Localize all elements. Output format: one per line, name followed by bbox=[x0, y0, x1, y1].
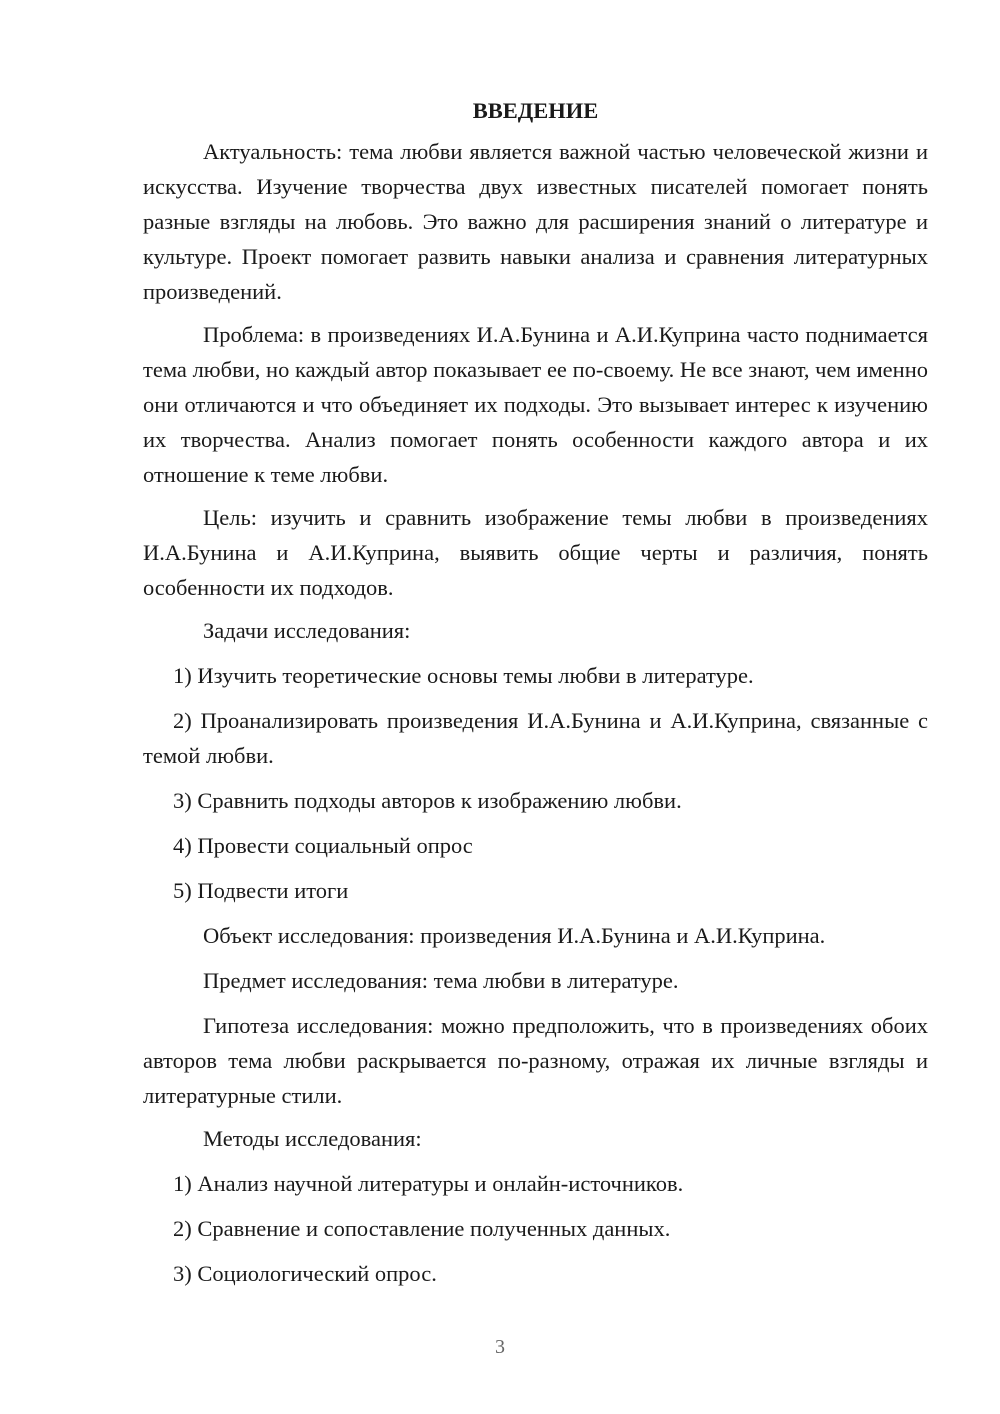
page-content bbox=[143, 96, 928, 1301]
tasks-heading: Задачи исследования: bbox=[203, 618, 411, 643]
paragraph-relevance: Актуальность: тема любви является важной частью человеческой жизни и искусства. Изучение творчества двух известных писателей помогает понять разные взгляды на любовь. Это важно для расширения знаний о литературе и культуре. Проект помогает развить навыки анализа и сравнения литературных произведений. bbox=[143, 139, 928, 304]
method-item-2: 2) Сравнение и сопоставление полученных данных. bbox=[173, 1216, 671, 1241]
page-title: ВВЕДЕНИЕ bbox=[472, 98, 599, 123]
task-item-1: 1) Изучить теоретические основы темы любви в литературе. bbox=[173, 663, 754, 688]
research-hypothesis: Гипотеза исследования: можно предположить, что в произведениях обоих авторов тема любви раскрывается по-разному, отражая их личные взгляды и литературные стили. bbox=[143, 1013, 928, 1108]
task-item-3: 3) Сравнить подходы авторов к изображению любви. bbox=[173, 788, 682, 813]
methods-heading: Методы исследования: bbox=[203, 1126, 422, 1151]
page-number: 3 bbox=[495, 1336, 505, 1358]
paragraph-goal: Цель: изучить и сравнить изображение темы любви в произведениях И.А.Бунина и А.И.Куприна, выявить общие черты и различия, понять особенности их подходов. bbox=[143, 505, 928, 600]
method-item-1: 1) Анализ научной литературы и онлайн-источников. bbox=[173, 1171, 684, 1196]
research-subject: Предмет исследования: тема любви в литературе. bbox=[203, 968, 679, 993]
task-item-2: 2) Проанализировать произведения И.А.Бунина и А.И.Куприна, связанные с темой любви. bbox=[143, 708, 928, 768]
research-object: Объект исследования: произведения И.А.Бунина и А.И.Куприна. bbox=[203, 923, 826, 948]
task-item-4: 4) Провести социальный опрос bbox=[173, 833, 473, 858]
paragraph-problem: Проблема: в произведениях И.А.Бунина и А.И.Куприна часто поднимается тема любви, но каждый автор показывает ее по-своему. Не все знают, чем именно они отличаются и что объединяет их подходы. Это вызывает интерес к изучению их творчества. Анализ помогает понять особенности каждого автора и их отношение к теме любви. bbox=[143, 322, 928, 487]
method-item-3: 3) Социологический опрос. bbox=[173, 1261, 437, 1286]
task-item-5: 5) Подвести итоги bbox=[173, 878, 349, 903]
